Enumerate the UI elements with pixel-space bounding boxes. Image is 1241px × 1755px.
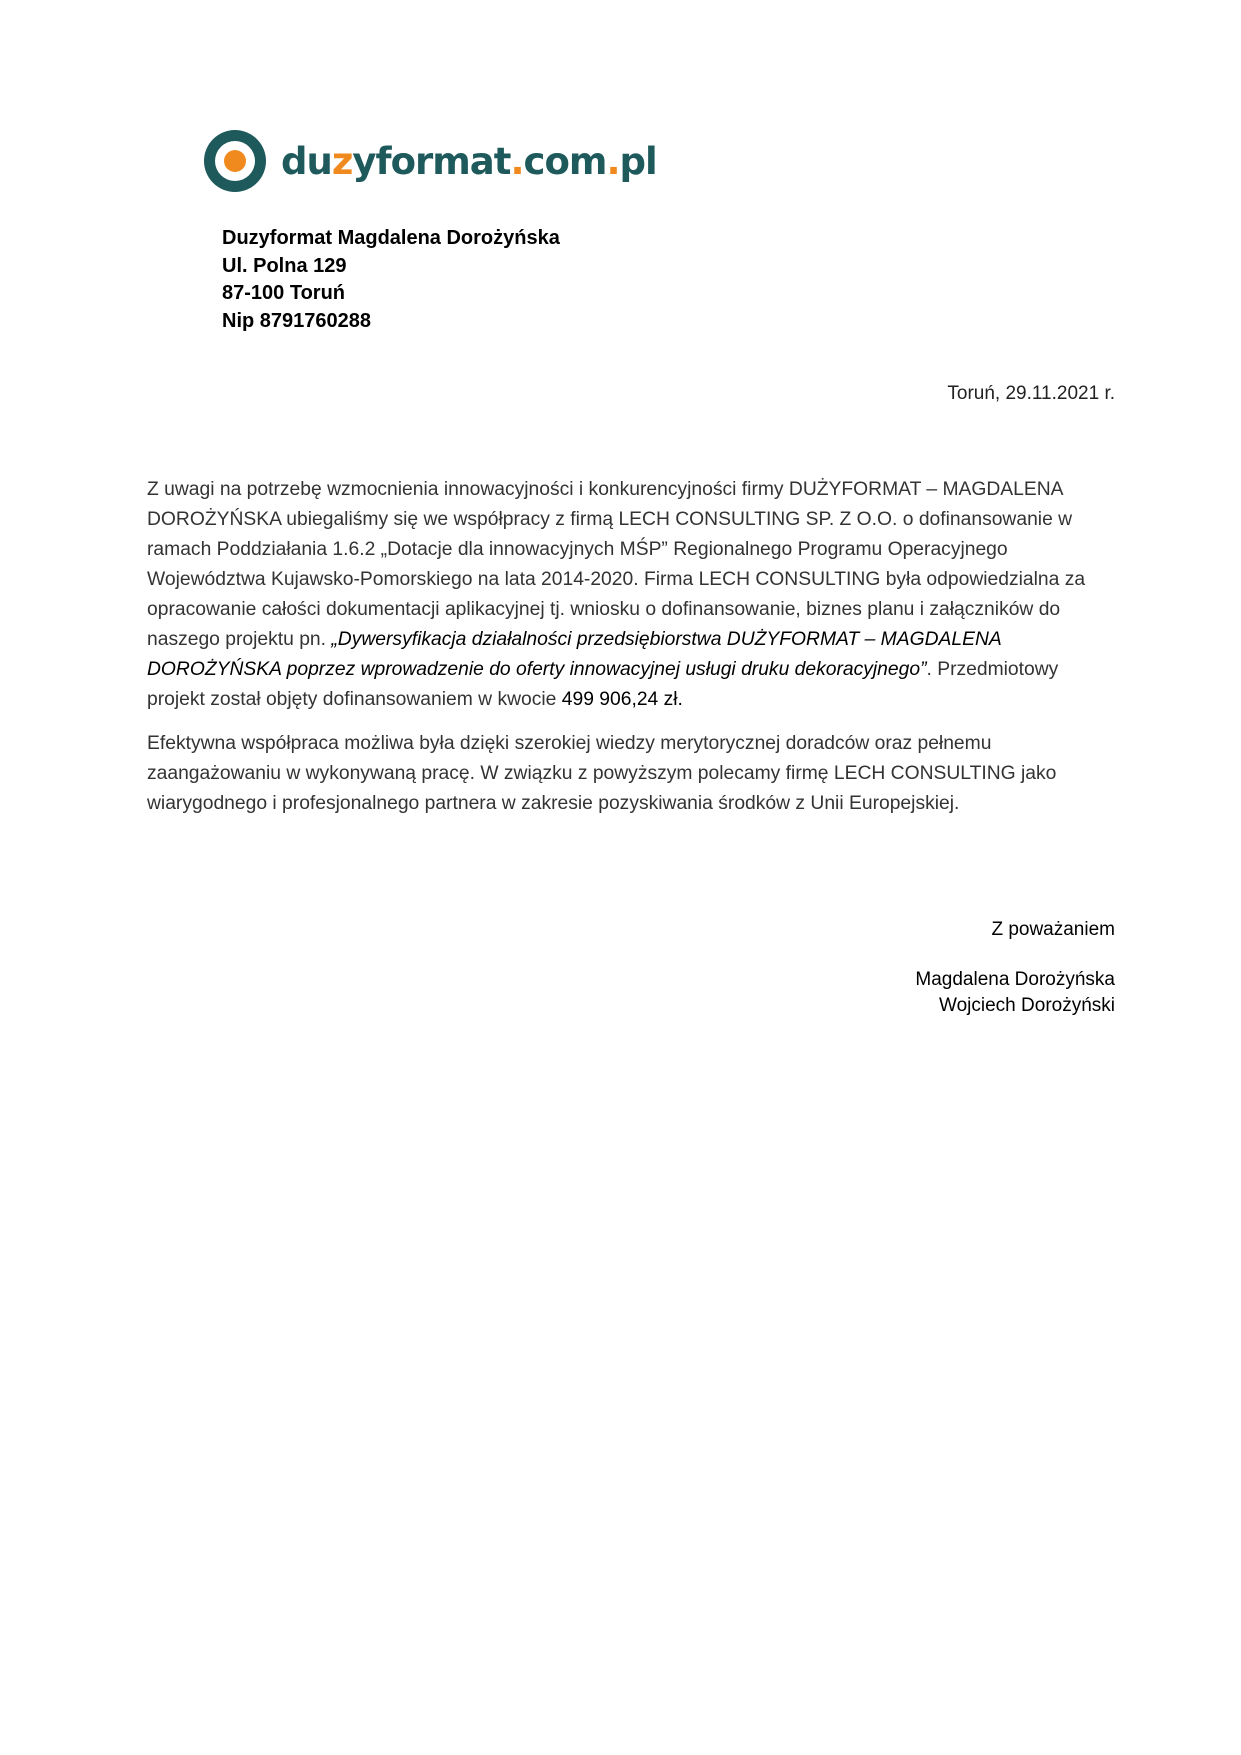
closing-salutation: Z poważaniem (991, 919, 1115, 940)
signatories (915, 967, 1115, 1019)
body-paragraph-1 (147, 475, 1115, 715)
grant-amount: 499 906,24 zł. (561, 689, 683, 710)
letter-date: Toruń, 29.11.2021 r. (947, 383, 1115, 404)
paragraph-after-title: . Przedmiotowy projekt został objęty dofinansowaniem w kwocie (147, 659, 1059, 710)
sender-address (222, 225, 560, 335)
target-logo-icon (203, 129, 267, 193)
sender-name: Duzyformat Magdalena Dorożyńska (222, 227, 560, 249)
body-paragraph-2: Efektywna współpraca możliwa była dzięki szerokiej wiedzy merytorycznej doradców oraz pełnemu zaangażowaniu w wykonywaną pracę. W związku z powyższym polecamy firmę LECH CONSULTING jako wiarygodnego i profesjonalnego partnera w zakresie pozyskiwania środków z Unii Europejskiej. (147, 733, 1057, 814)
company-logo (203, 128, 657, 194)
signatory-1: Magdalena Dorożyńska (915, 969, 1115, 990)
logo-wordmark: duzyformat.com.pl (281, 139, 657, 183)
sender-nip: Nip 8791760288 (222, 309, 372, 332)
paragraph-intro: Z uwagi na potrzebę wzmocnienia innowacyjności i konkurencyjności firmy DUŻYFORMAT – MAGDALENA DOROŻYŃSKA ubiegaliśmy się we współpracy z firmą LECH CONSULTING SP. Z O.O. o dofinansowanie w ramach Poddziałania 1.6.2 „Dotacje dla innowacyjnych MŚP” Regionalnego Programu Operacyjnego Województwa Kujawsko-Pomorskiego na lata 2014-2020. Firma LECH CONSULTING była odpowiedzialna za opracowanie całości dokumentacji aplikacyjnej tj. wniosku o dofinansowanie, biznes planu i załączników do naszego projektu pn. (147, 479, 1086, 650)
project-title: „Dywersyfikacja działalności przedsiębiorstwa DUŻYFORMAT – MAGDALENA DOROŻYŃSKA poprzez wprowadzenie do oferty innowacyjnej usługi druku dekoracyjnego” (147, 629, 1002, 680)
sender-city: 87-100 Toruń (222, 282, 345, 304)
sender-street: Ul. Polna 129 (222, 254, 347, 277)
signatory-2: Wojciech Dorożyński (939, 995, 1115, 1016)
